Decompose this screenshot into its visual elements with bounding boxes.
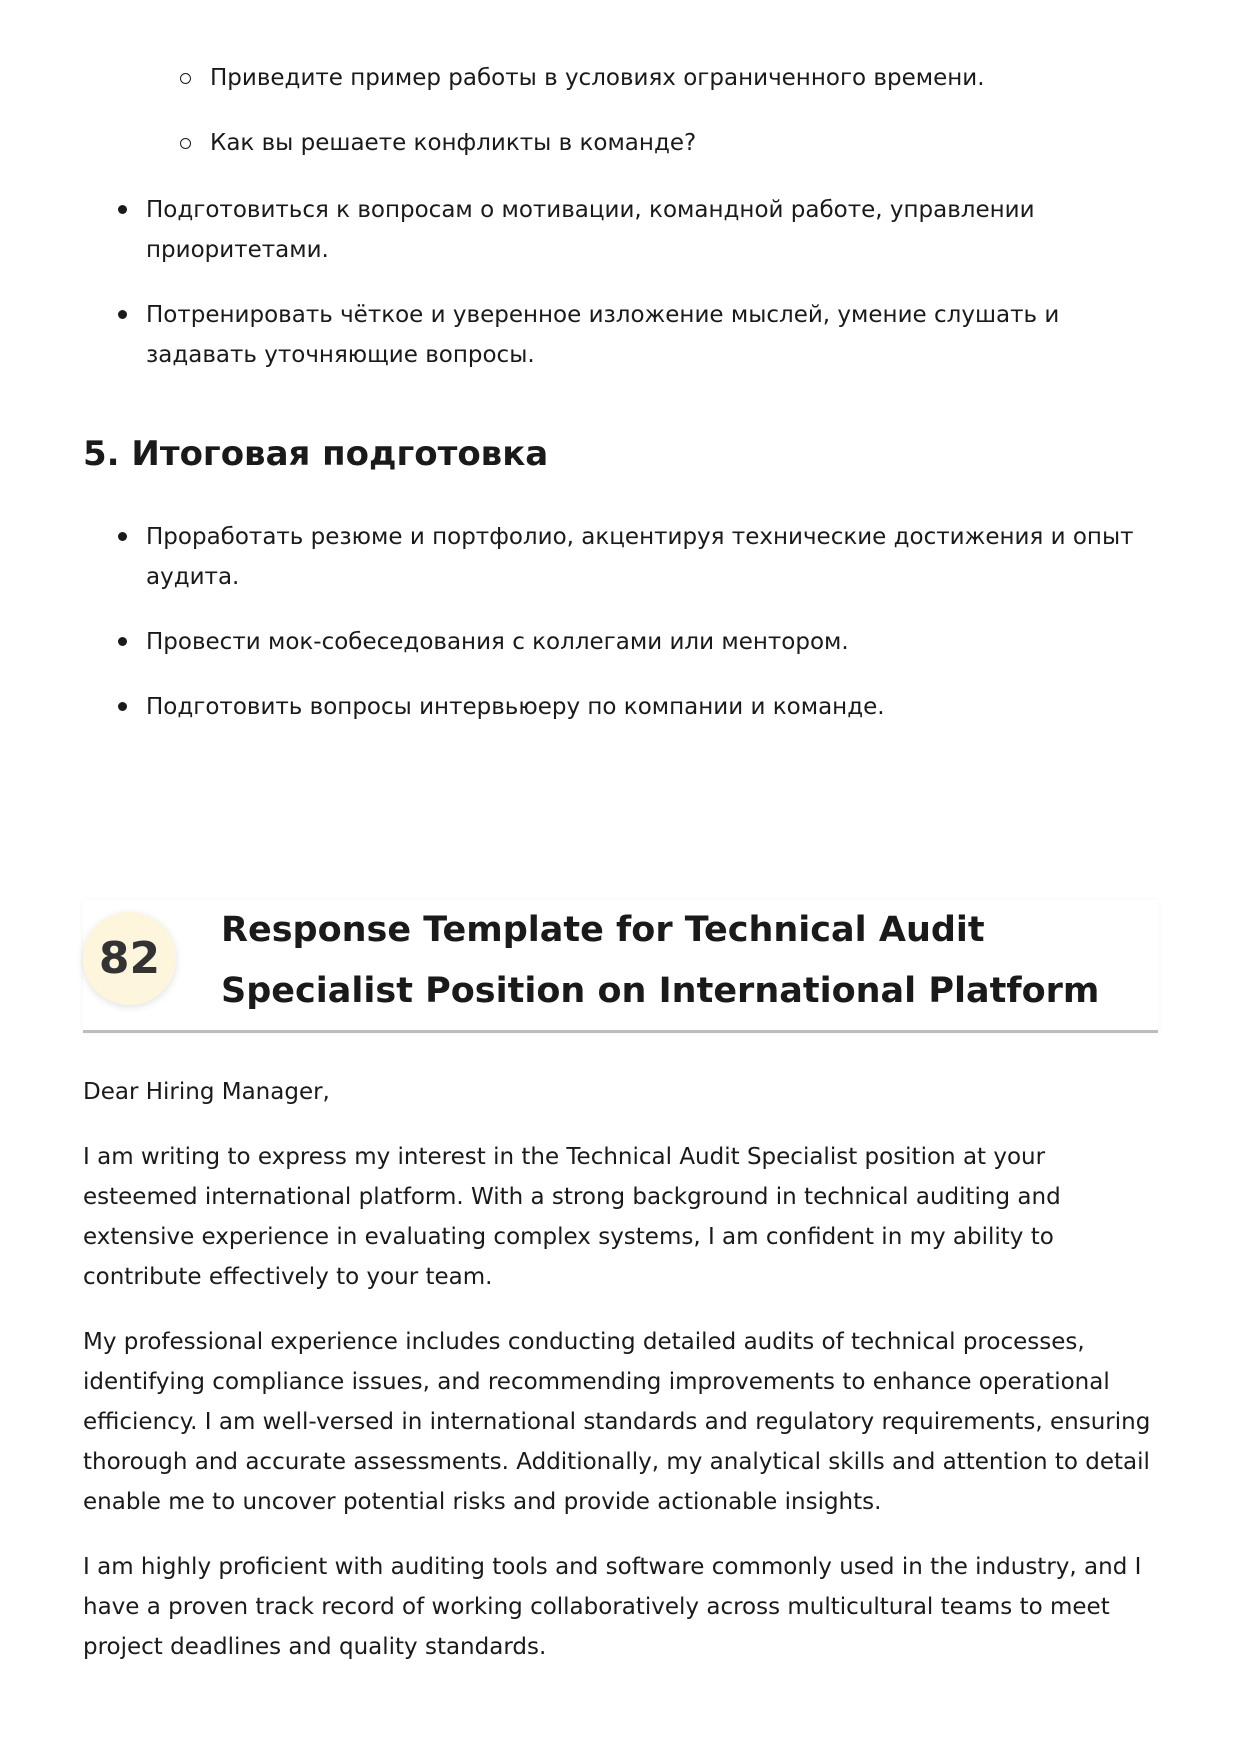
chapter-title: Response Template for Technical Audit Specialist Position on International Platform — [221, 910, 1100, 1011]
chapter-header — [83, 900, 1158, 1033]
chapter-number-badge: 82 — [83, 912, 176, 1005]
letter-body — [83, 1072, 1158, 1692]
final-preparation-list — [114, 517, 1144, 752]
letter-greeting: Dear Hiring Manager, — [83, 1079, 330, 1105]
list-item: Приведите пример работы в условиях ограниченного времени. — [178, 58, 985, 98]
letter-paragraph: I am highly proficient with auditing tools and software commonly used in the industry, and I have a proven track record of working collaboratively across multicultural teams to meet project deadlines and quality standards. — [83, 1554, 1142, 1660]
list-item: Подготовить вопросы интервьюеру по компании и команде. — [114, 687, 1144, 727]
list-item: Как вы решаете конфликты в команде? — [178, 123, 985, 163]
list-item: Провести мок-собеседования с коллегами или ментором. — [114, 622, 1144, 662]
list-item: Проработать резюме и портфолио, акцентируя технические достижения и опыт аудита. — [114, 517, 1144, 597]
letter-paragraph: My professional experience includes conducting detailed audits of technical processes, identifying compliance issues, and recommending improvements to enhance operational efficiency. I am well-versed in international standards and regulatory requirements, ensuring thorough and accurate assessments. Additionally, my analytical skills and attention to detail enable me to uncover potential risks and provide actionable insights. — [83, 1329, 1151, 1515]
list-item: Потренировать чёткое и уверенное изложение мыслей, умение слушать и задавать уточняющие вопросы. — [114, 295, 1144, 375]
sub-question-list — [178, 58, 985, 188]
preparation-list — [114, 190, 1144, 400]
letter-paragraph: I am writing to express my interest in the Technical Audit Specialist position at your esteemed international platform. With a strong background in technical auditing and extensive experience in evaluating complex systems, I am confident in my ability to contribute effectively to your team. — [83, 1144, 1061, 1290]
section-heading: 5. Итоговая подготовка — [83, 434, 549, 474]
list-item: Подготовиться к вопросам о мотивации, командной работе, управлении приоритетами. — [114, 190, 1144, 270]
